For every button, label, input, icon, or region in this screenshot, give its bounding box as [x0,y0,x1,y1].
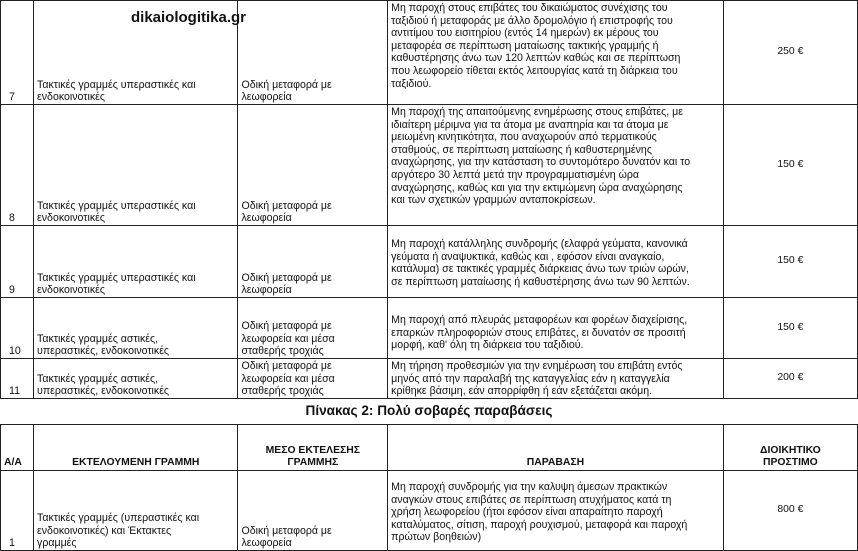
violation-description: Μη παροχή της απαιτούμενης ενημέρωσης στους επιβάτες, με ιδιαίτερη μέριμνα για τα άτομα με αναπηρία και τα άτομα με μειωμένη κινητικότητα, που αναχωρούν από τερματικούς σταθμούς, σε περίπτωση ματαίωσης ή καθυστερημένης αναχώρησης, για την κατάσταση το συντομότερο δυνατόν και το αργότερο 30 λεπτά μετά την προγραμματισμένη ώρα αναχώρησης, καθώς και για την εκτιμώμενη ώρα αναχώρησης και των σχετικών γραμμών ανταποκρίσεων. [388,105,724,226]
transport-means: Οδική μεταφορά με λεωφορεία [238,471,388,551]
violation-description: Μη παροχή από πλευράς μεταφορέων και φορέων διαχείρισης, επαρκών πληροφοριών στους επιβάτες, ει δυνατόν σε προσιτή μορφή, καθ' όλη τη διάρκεια του ταξιδιού. [388,298,724,359]
fine-amount: 150 € [723,105,857,226]
transport-means: Οδική μεταφορά με λεωφορεία και μέσα σταθερής τροχιάς [238,359,388,399]
row-number: 9 [1,226,34,298]
row-number: 7 [1,1,34,105]
violation-description: Μη παροχή κατάλληλης συνδρομής (ελαφρά γεύματα, κανονικά γεύματα ή αναψυκτικά, καθώς και , εφόσον είναι αναγκαίο, κατάλυμα) σε τακτικές γραμμές διάρκειας άνω των τριών ωρών, σε περίπτωση ματαίωσης ή καθυστέρησης άνω των 90 λεπτών. [388,226,724,298]
line-type: Τακτικές γραμμές υπεραστικές και ενδοκοινοτικές [34,105,238,226]
table-row [1,1,858,105]
site-watermark: dikaiologitika.gr [131,9,247,26]
line-type: Τακτικές γραμμές αστικές, υπεραστικές, ενδοκοινοτικές [34,359,238,399]
table-title-row [1,399,858,425]
header-means: ΜΕΣΟ ΕΚΤΕΛΕΣΗΣ ΓΡΑΜΜΗΣ [238,425,388,471]
table-header-row [1,425,858,471]
fine-amount: 150 € [723,298,857,359]
row-number: 8 [1,105,34,226]
table-row [1,105,858,226]
row-number: 11 [1,359,34,399]
transport-means: Οδική μεταφορά με λεωφορεία και μέσα σταθερής τροχιάς [238,298,388,359]
table-row [1,298,858,359]
violation-description: Μη παροχή συνδρομής για την καλυψη άμεσων πρακτικών αναγκών στους επιβάτες σε περίπτωση ατυχήματος κατά τη χρήση λεωφορείου (ήτοι εφόσον είναι απαραίτητο παροχή καταλύματος, σίτιση, παροχή ρουχισμού, μεταφορά και παροχή πρώτων βοηθειών) [388,471,724,551]
violation-description: Μη παροχή στους επιβάτες του δικαιώματος συνέχισης του ταξιδιού ή μεταφοράς με άλλο δρομολόγιο ή επιστροφής του αντιτίμου του εισιτηρίου (εντός 14 ημερών) εκ μέρους του μεταφορέα σε περίπτωση ματαίωσης τακτικής γραμμής ή καθυστέρησης άνω των 120 λεπτών καθώς και σε περίπτωση που λεωφορείο τίθεται εκτός λειτουργίας κατά τη διάρκεια του ταξιδιού. [388,1,724,105]
violation-description: Μη τήρηση προθεσμιών για την ενημέρωση του επιβάτη εντός μηνός από την παραλαβή της καταγγελίας εάν η καταγγελία κρίθηκε βάσιμη, εάν απορρίφθη ή εάν εξετάζεται ακόμη. [388,359,724,399]
header-number: Α/Α [1,425,34,471]
table-row [1,359,858,399]
table-row [1,471,858,551]
fine-amount: 200 € [723,359,857,399]
line-type: Τακτικές γραμμές αστικές, υπεραστικές, ενδοκοινοτικές [34,298,238,359]
transport-means: Οδική μεταφορά με λεωφορεία [238,226,388,298]
row-number: 1 [1,471,34,551]
header-fine: ΔΙΟΙΚΗΤΙΚΟ ΠΡΟΣΤΙΜΟ [723,425,857,471]
line-type: Τακτικές γραμμές υπεραστικές και ενδοκοινοτικές [34,226,238,298]
table-2-title: Πίνακας 2: Πολύ σοβαρές παραβάσεις [1,399,858,425]
transport-means: Οδική μεταφορά με λεωφορεία [238,1,388,105]
fine-amount: 250 € [723,1,857,105]
row-number: 10 [1,298,34,359]
fine-amount: 150 € [723,226,857,298]
line-type: Τακτικές γραμμές (υπεραστικές και ενδοκοινοτικές) και Έκτακτες γραμμές [34,471,238,551]
header-violation: ΠΑΡΑΒΑΣΗ [388,425,724,471]
header-line: ΕΚΤΕΛΟΥΜΕΝΗ ΓΡΑΜΜΗ [34,425,238,471]
fine-amount: 800 € [723,471,857,551]
transport-means: Οδική μεταφορά με λεωφορεία [238,105,388,226]
table-row [1,226,858,298]
line-type: Τακτικές γραμμές υπεραστικές και ενδοκοινοτικές [34,1,238,105]
